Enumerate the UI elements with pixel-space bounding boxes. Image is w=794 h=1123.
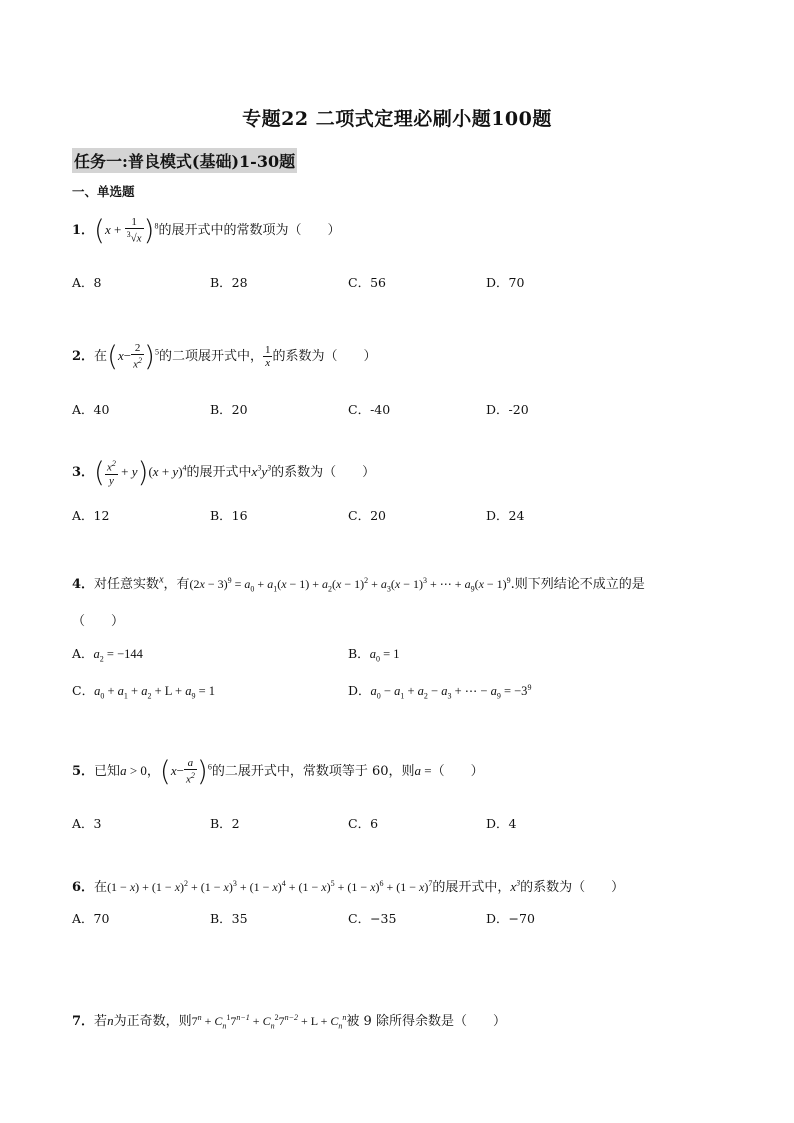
question-number: 2． bbox=[72, 348, 95, 364]
question-text: ，有 bbox=[163, 577, 190, 592]
question-text: 的二展开式中，常数项等于 60，则 bbox=[211, 763, 415, 779]
formula: (x− $\frac{a}{x^2}$ )$^6$ bbox=[159, 754, 212, 788]
option-a[interactable]: A．8 bbox=[72, 275, 102, 290]
term: $x^3$ bbox=[510, 878, 521, 894]
question-number: 5． bbox=[72, 763, 95, 779]
formula: (x− $\frac{2}{x^2}$ )$^5$ bbox=[107, 339, 159, 373]
option-d[interactable]: D．4 bbox=[486, 816, 517, 831]
option-c[interactable]: C．−35 bbox=[348, 911, 397, 926]
option-b[interactable]: B．$a_0 = 1$ bbox=[348, 646, 400, 664]
formula: $7^n + C_n^17^{n-1} + C_n^27^{n-2} + L + C_n^n$ bbox=[191, 1013, 347, 1031]
option-d[interactable]: D．70 bbox=[486, 275, 525, 290]
question-7 bbox=[72, 1010, 506, 1030]
option-a[interactable]: A．3 bbox=[72, 816, 102, 831]
question-text: ， bbox=[146, 763, 160, 779]
question-2 bbox=[72, 339, 377, 373]
option-a[interactable]: A．$a_2 = -144$ bbox=[72, 646, 143, 664]
question-text: .则下列结论不成立的是 bbox=[510, 577, 645, 592]
page-title: 专题22 二项式定理必刷小题100题 bbox=[242, 108, 552, 130]
question-text: 的系数为（ ） bbox=[272, 348, 377, 364]
variable: a = bbox=[414, 762, 432, 778]
option-b[interactable]: B．20 bbox=[210, 402, 248, 417]
question-number: 7． bbox=[72, 1014, 95, 1029]
question-number: 4． bbox=[72, 577, 95, 592]
formula: $(1 - x) + (1 - x)^2 + (1 - x)^3 + (1 - x)^4 + (1 - x)^5 + (1 - x)^6 + (1 - x)^7$ bbox=[107, 879, 433, 894]
option-a[interactable]: A．40 bbox=[72, 402, 110, 417]
question-1 bbox=[72, 213, 341, 247]
fraction: $\frac{1}{x}$ bbox=[264, 343, 271, 369]
option-b[interactable]: B．35 bbox=[210, 911, 248, 926]
question-text: 的系数为（ ） bbox=[271, 464, 376, 480]
question-text: 的展开式中， bbox=[432, 880, 511, 895]
option-d[interactable]: D．-20 bbox=[486, 402, 529, 417]
question-text: 为正奇数，则 bbox=[113, 1014, 192, 1029]
option-b[interactable]: B．16 bbox=[210, 508, 248, 523]
formula: ( $\frac{x^2}{y}$ + $y)(x + y)^4$ bbox=[94, 455, 187, 489]
question-text: 已知 bbox=[94, 763, 121, 779]
question-text: 若 bbox=[94, 1014, 108, 1029]
option-c[interactable]: C．-40 bbox=[348, 402, 391, 417]
option-b[interactable]: B．2 bbox=[210, 816, 240, 831]
question-number: 1． bbox=[72, 222, 95, 238]
option-a[interactable]: A．70 bbox=[72, 911, 110, 926]
question-number: 6． bbox=[72, 880, 95, 895]
question-text: （ ） bbox=[431, 763, 484, 779]
option-c[interactable]: C．56 bbox=[348, 275, 386, 290]
question-3 bbox=[72, 455, 376, 489]
condition: a > 0 bbox=[120, 762, 147, 778]
option-d[interactable]: D．$a_0 - a_1 + a_2 - a_3$ + ⋯ − $a_9 = -3^9$ bbox=[348, 682, 532, 701]
question-text: 被 9 除所得余数是（ ） bbox=[346, 1014, 506, 1029]
option-b[interactable]: B．28 bbox=[210, 275, 248, 290]
question-text: 的系数为（ ） bbox=[520, 880, 625, 895]
option-a[interactable]: A．12 bbox=[72, 508, 110, 523]
question-text: 在 bbox=[94, 880, 108, 895]
question-4-line-2: （ ） bbox=[72, 614, 125, 629]
question-5 bbox=[72, 754, 484, 788]
term: $x^3y^3$ bbox=[251, 463, 272, 479]
option-d[interactable]: D．−70 bbox=[486, 911, 535, 926]
task-heading: 任务一:普良模式(基础)1-30题 bbox=[72, 148, 297, 173]
section-heading: 一、单选题 bbox=[72, 184, 135, 199]
formula: (x + $\frac{1}{^3√x}$ )$^8$ bbox=[94, 213, 159, 247]
question-number: 3． bbox=[72, 464, 95, 480]
option-c[interactable]: C．$a_0 + a_1 + a_2 + L + a_9 = 1$ bbox=[72, 683, 216, 701]
question-4 bbox=[72, 573, 645, 593]
option-c[interactable]: C．6 bbox=[348, 816, 379, 831]
question-text: 对任意实数 bbox=[94, 577, 160, 592]
question-text: 在 bbox=[94, 348, 108, 364]
option-c[interactable]: C．20 bbox=[348, 508, 386, 523]
option-d[interactable]: D．24 bbox=[486, 508, 525, 523]
variable: x bbox=[159, 574, 164, 586]
question-text: 的展开式中的常数项为（ ） bbox=[158, 222, 341, 238]
variable: n bbox=[107, 1013, 114, 1028]
question-6 bbox=[72, 876, 624, 895]
formula: $(2x - 3)^9 = a_0 + a_1(x - 1) + a_2(x - 1)^2 + a_3(x - 1)^3$ + ⋯ + $a_9(x - 1)^9$ bbox=[189, 576, 511, 594]
question-text: 的展开式中 bbox=[186, 464, 252, 480]
question-text: 的二项展开式中， bbox=[158, 348, 263, 364]
